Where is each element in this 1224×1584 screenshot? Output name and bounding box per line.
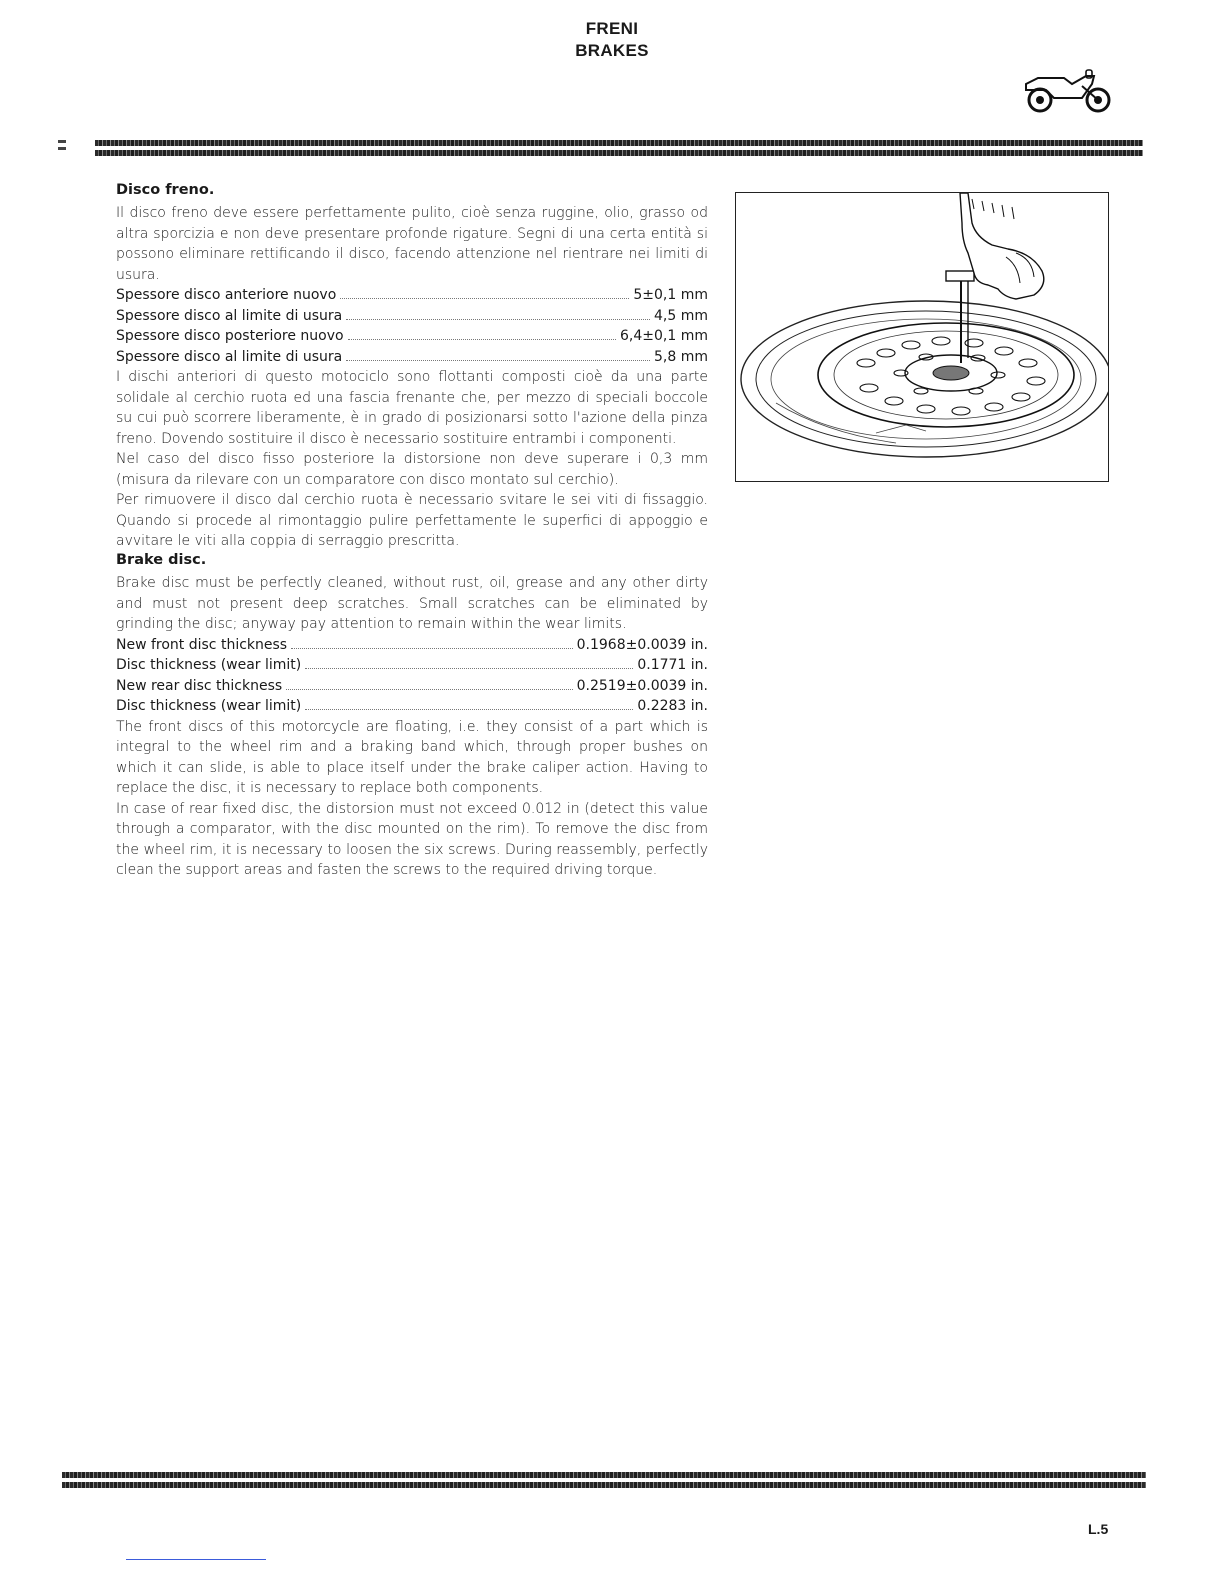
page-number: L.5 (1088, 1521, 1109, 1537)
title-english: BRAKES (575, 41, 649, 60)
paragraph-intro-it: Il disco freno deve essere perfettamente pulito, cioè senza ruggine, olio, grasso od altra sporcizia e non deve presentare profonde rigature. Segni di una certa entità si possono eliminare rettificando il disco, facendo attenzione nel rientrare nei limiti di usura. (116, 205, 708, 283)
paragraph-floating-it: I dischi anteriori di questo motociclo sono flottanti composti cioè da una parte solidale al cerchio ruota ed una fascia frenante che, per mezzo di speciali boccole su cui può scorrere liberamente, è in grado di posizionarsi sotto l'azione della pinza freno. Dovendo sostituire il disco è necessario sostituire entrambi i componenti. (116, 369, 708, 447)
margin-mark (58, 140, 66, 158)
spec-label: New rear disc thickness (116, 677, 283, 694)
spec-value: 5,8 mm (654, 348, 708, 365)
heading-disco-freno: Disco freno. (116, 182, 215, 198)
spec-label: Spessore disco anteriore nuovo (116, 287, 337, 303)
spec-value: 0.1771 in. (637, 657, 708, 673)
brake-disc-illustration (735, 192, 1109, 482)
heading-brake-disc: Brake disc. (116, 552, 207, 568)
paragraph-removal-it: Per rimuovere il disco dal cerchio ruota è necessario svitare le sei viti di fissaggio. Quando si procede al rimontaggio pulire perfettamente le superfici di appoggio e avvitare le viti alla coppia di serraggio prescritta. (116, 492, 708, 549)
top-divider (95, 140, 1143, 160)
spec-row (116, 285, 708, 306)
paragraph-distortion-en: In case of rear fixed disc, the distorsion must not exceed 0.012 in (detect this value through a comparator, with the disc mounted on the rim). To remove the disc from the wheel rim, it is necessary to loosen the six screws. During reassembly, perfectly clean the support areas and fasten the screws to the required driving torque. (116, 800, 708, 878)
english-section (116, 550, 708, 881)
spec-label: New front disc thickness (116, 636, 288, 653)
spec-row (116, 635, 708, 656)
spec-row (116, 326, 708, 347)
underline-mark (126, 1559, 266, 1560)
spec-row (116, 696, 708, 717)
paragraph-intro-en: Brake disc must be perfectly cleaned, without rust, oil, grease and any other dirty and must not present deep scratches. Small scratches can be eliminated by grinding the disc; anyway pay attention to remain within the wear limits. (116, 575, 708, 632)
brake-disc-drawing (736, 193, 1109, 482)
spec-label: Spessore disco al limite di usura (116, 307, 343, 324)
spec-row (116, 676, 708, 697)
title-italian: FRENI (585, 19, 639, 38)
bottom-divider (62, 1472, 1146, 1494)
spec-label: Disc thickness (wear limit) (116, 698, 302, 714)
paragraph-floating-en: The front discs of this motorcycle are floating, i.e. they consist of a part which is integral to the wheel rim and a braking band which, through proper bushes on which it can slide, is able to place itself under the brake caliper action. Having to replace the disc, it is necessary to replace both components. (116, 718, 708, 796)
italian-section (116, 180, 708, 552)
spec-row (116, 347, 708, 368)
spec-value: 5±0,1 mm (633, 287, 708, 303)
spec-value: 0.2283 in. (637, 698, 708, 714)
spec-row (116, 306, 708, 327)
spec-value: 6,4±0,1 mm (620, 328, 708, 344)
spec-value: 4,5 mm (654, 307, 708, 324)
spec-value: 0.2519±0.0039 in. (576, 677, 708, 694)
spec-label: Disc thickness (wear limit) (116, 657, 302, 673)
page-header (0, 18, 1224, 62)
spec-label: Spessore disco posteriore nuovo (116, 328, 344, 344)
spec-value: 0.1968±0.0039 in. (576, 636, 708, 653)
paragraph-distortion-it: Nel caso del disco fisso posteriore la distorsione non deve superare i 0,3 mm (misura da rilevare con un comparatore con disco montato sul cerchio). (116, 451, 708, 488)
spec-label: Spessore disco al limite di usura (116, 348, 343, 365)
spec-row (116, 655, 708, 676)
motorcycle-icon (1020, 68, 1116, 116)
